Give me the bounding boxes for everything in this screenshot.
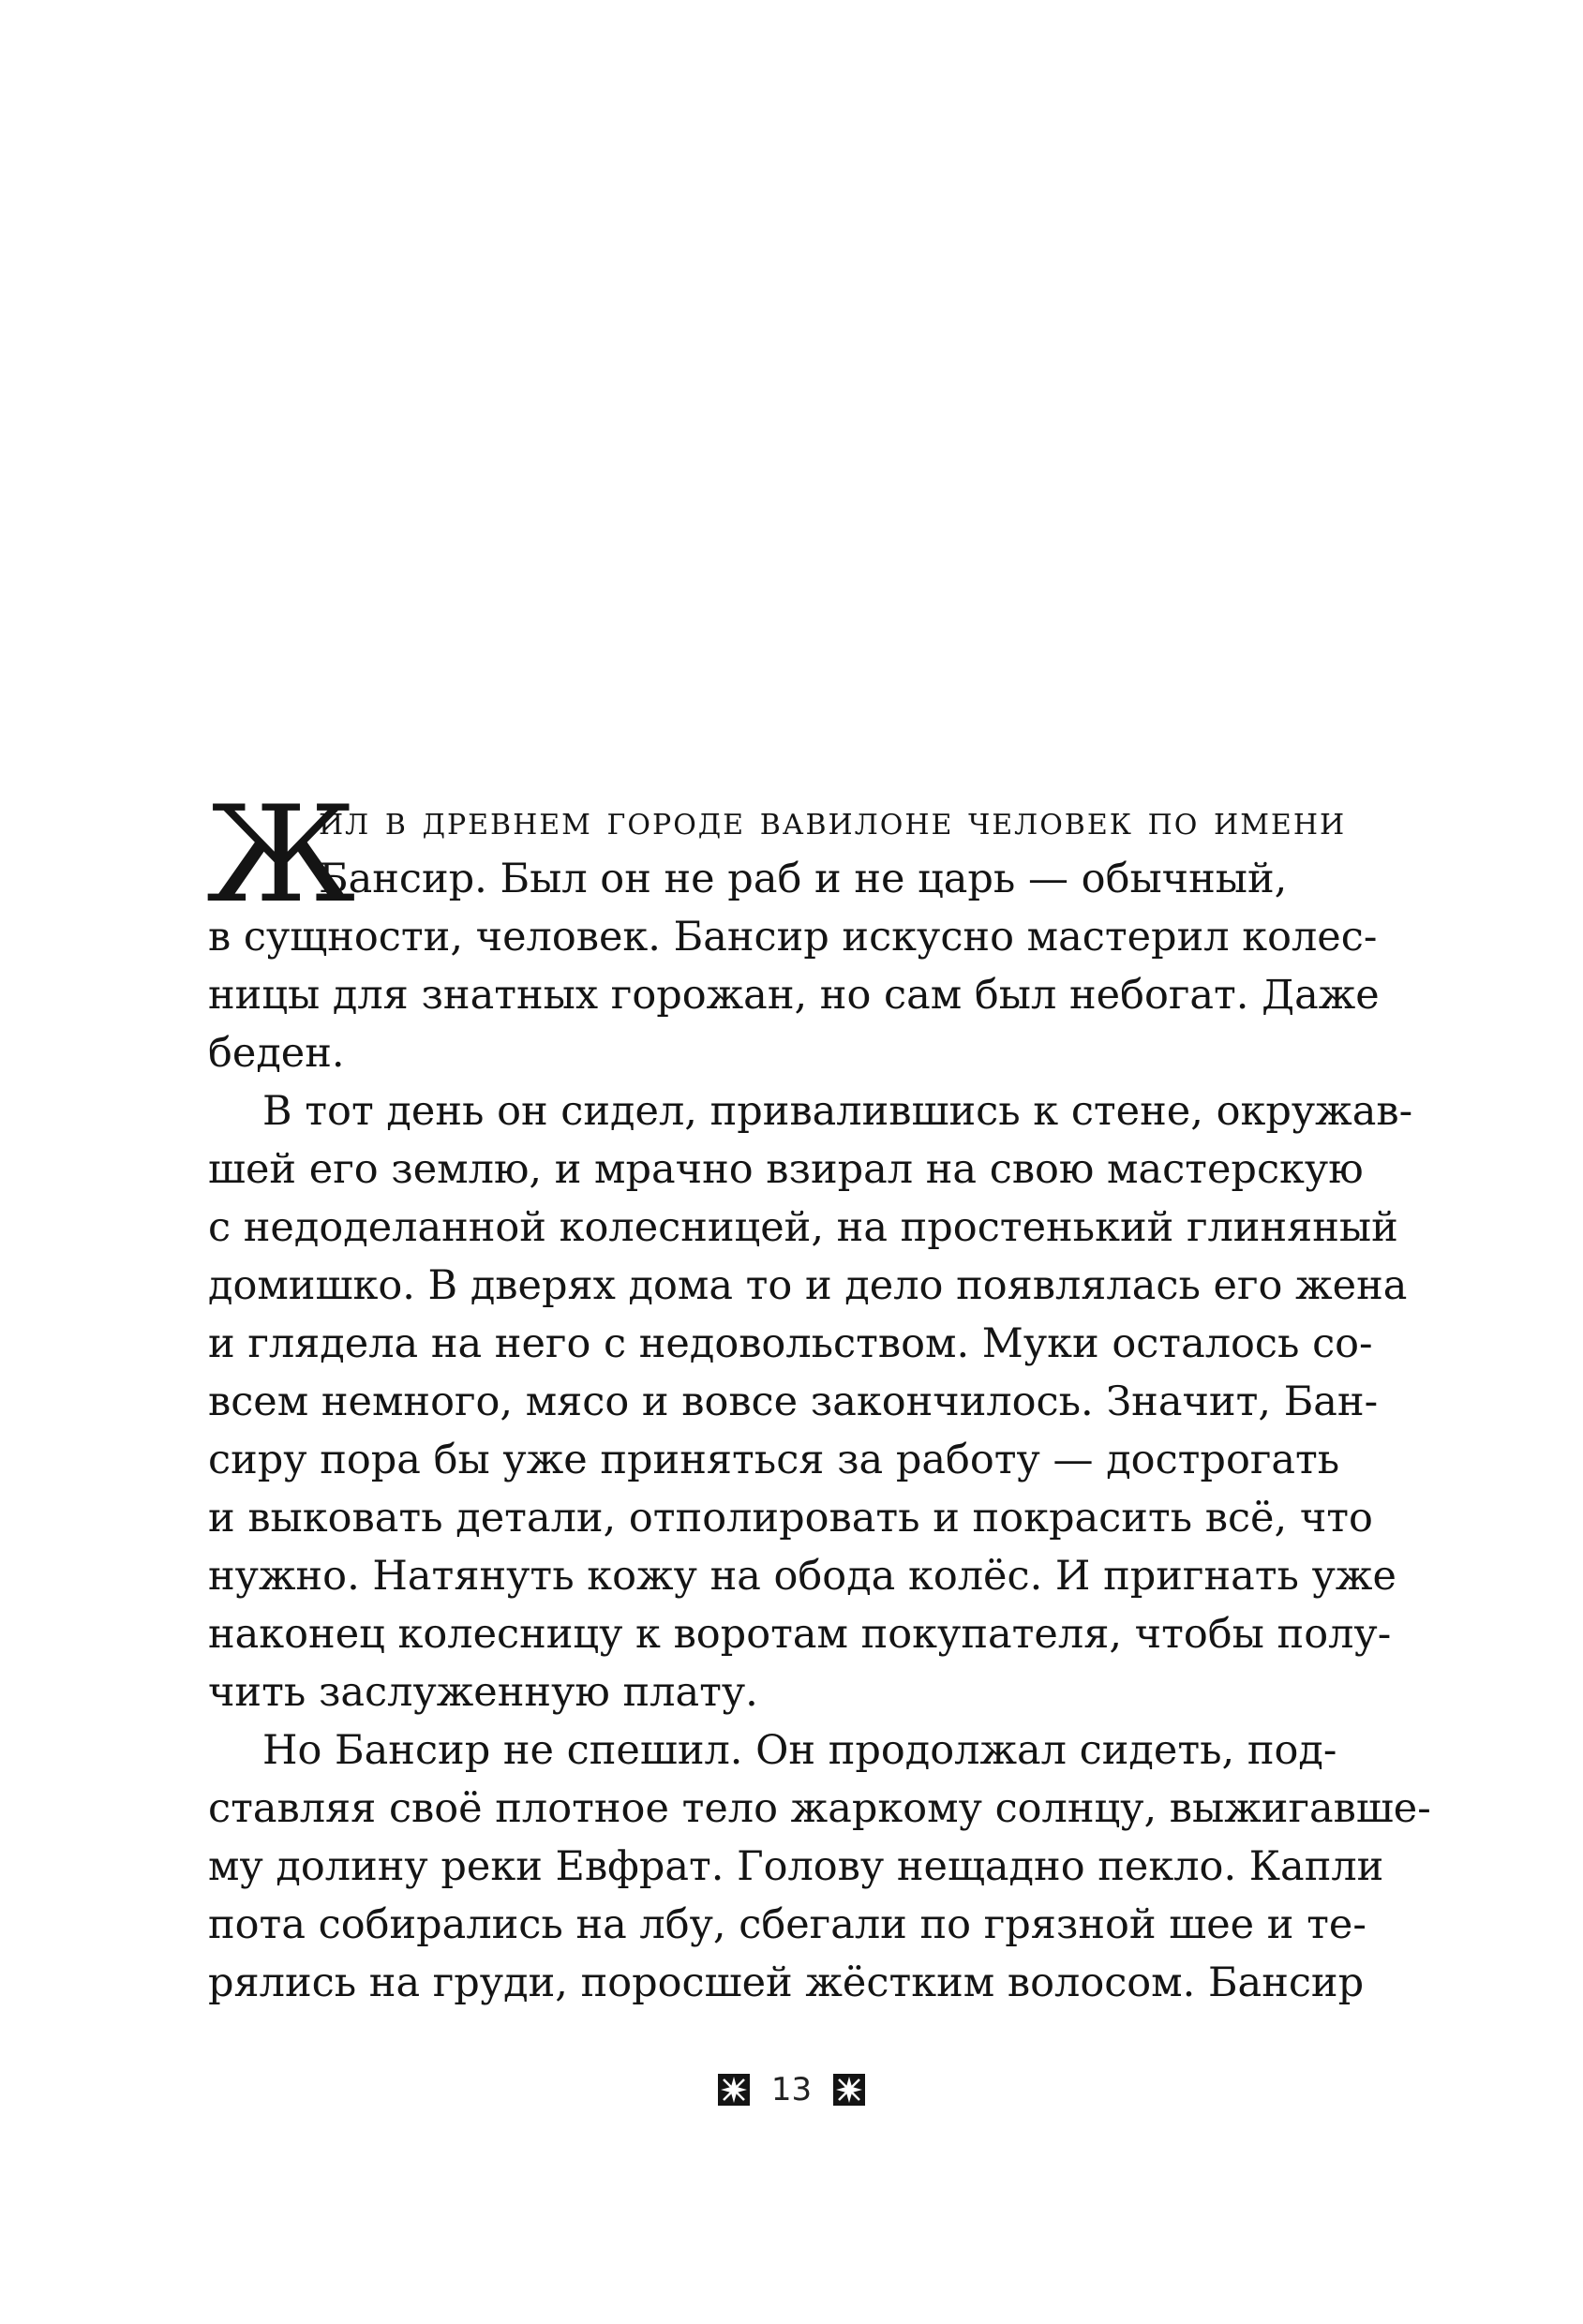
star-ornament-icon — [832, 2073, 866, 2107]
opening-smallcaps: ил в древнем городе вавилоне человек по имени — [319, 797, 1347, 844]
text-line: ставляя своё плотное тело жаркому солнцу, выжигавше- — [208, 1785, 1431, 1832]
text-line: Но Бансир не спешил. Он продолжал сидеть, под- — [262, 1727, 1337, 1774]
opening-line — [208, 792, 1347, 850]
text-line: рялись на груди, поросшей жёстким волосом. Бансир — [208, 1959, 1365, 2006]
text-line: и выковать детали, отполировать и покрасить всё, что — [208, 1495, 1373, 1542]
text-line: всем немного, мясо и вовсе закончилось. Значит, Бан- — [208, 1378, 1379, 1425]
text-line: В тот день он сидел, привалившись к стене, окружав- — [262, 1088, 1413, 1135]
text-line: и глядела на него с недовольством. Муки осталось со- — [208, 1320, 1373, 1367]
star-ornament-icon — [717, 2073, 751, 2107]
text-line: шей его землю, и мрачно взирал на свою мастерскую — [208, 1146, 1364, 1193]
drop-cap: Ж — [206, 778, 356, 932]
text-line: му долину реки Евфрат. Голову нещадно пекло. Капли — [208, 1843, 1384, 1890]
text-line: сиру пора бы уже приняться за работу — дострогать — [208, 1437, 1340, 1483]
body-text — [208, 792, 1431, 2012]
text-line: пота собирались на лбу, сбегали по грязной шее и те- — [208, 1901, 1366, 1948]
text-line: наконец колесницу к воротам покупателя, чтобы полу- — [208, 1611, 1392, 1658]
text-line: Бансир. Был он не раб и не царь — обычный, — [319, 856, 1288, 902]
page-footer — [0, 2073, 1583, 2107]
text-line: чить заслуженную плату. — [208, 1669, 758, 1716]
text-line: домишко. В дверях дома то и дело появлялась его жена — [208, 1262, 1408, 1309]
text-line: с недоделанной колесницей, на простенький глиняный — [208, 1204, 1398, 1251]
page-number: 13 — [770, 2071, 813, 2108]
text-line: беден. — [208, 1030, 345, 1077]
text-line: ницы для знатных горожан, но сам был небогат. Даже — [208, 972, 1380, 1019]
text-line: в сущности, человек. Бансир искусно мастерил колес- — [208, 914, 1378, 961]
text-line: нужно. Натянуть кожу на обода колёс. И пригнать уже — [208, 1553, 1396, 1600]
